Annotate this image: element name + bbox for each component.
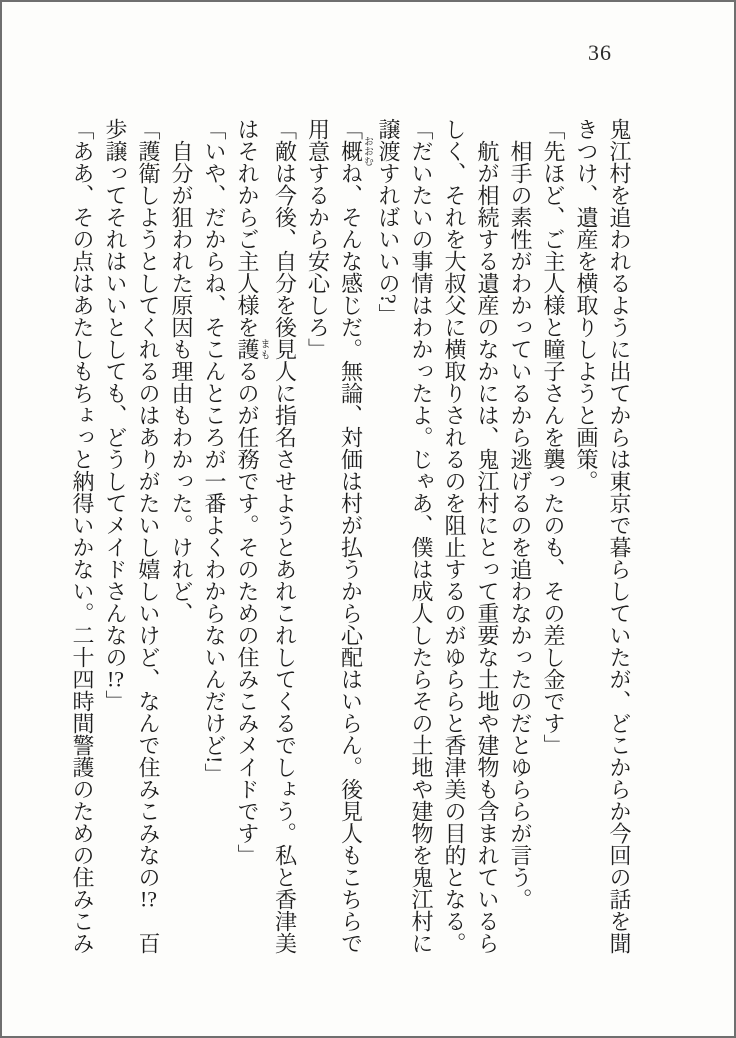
- text-line: 歩譲ってそれはいいとしても、どうしてメイドさんなの!?」: [103, 118, 128, 712]
- text-line: きつけ、遺産を横取りしようと画策。: [574, 118, 599, 492]
- text-line: 鬼江村を追われるように出てからは東京で暮らしていたが、どこからか今回の話を聞: [607, 118, 632, 954]
- ruby-annotated-kanji: 概おおむ: [338, 136, 373, 166]
- text-line: 「ああ、その点はあたしもちょっと納得いかない。二十四時間警護のための住みこみ: [70, 118, 95, 954]
- text-line: 「いや、だからね、そこんところが一番よくわからないんだけど!」: [202, 118, 227, 786]
- text-line: 相手の素性がわかっているから逃げるのを追わなかったのだとゆららが言う。: [508, 140, 533, 910]
- exclamation-question-mark: !?: [106, 668, 125, 690]
- text-line: 自分が狙われた原因も理由もわかった。けれど、: [169, 140, 194, 624]
- text-line: 「だいたいの事情はわかったよ。じゃあ、僕は成人したらその土地や建物を鬼江村に: [409, 118, 434, 954]
- text-line: 譲渡すればいいの?」: [376, 118, 401, 326]
- text-line: 航が相続する遺産のなかには、鬼江村にとって重要な土地や建物も含まれているら: [475, 140, 500, 954]
- vertical-text-block: [66, 118, 636, 958]
- text-line: 「護衛しようとしてくれるのはありがたいし嬉しいけど、なんで住みこみなの!? 百: [136, 118, 161, 954]
- text-line: しく、それを大叔父に横取りされるのを阻止するのがゆららと香津美の目的となる。: [442, 118, 467, 954]
- text-line: 「敵は今後、自分を後見人に指名させようとあれこれしてくるでしょう。私と香津美: [272, 118, 298, 954]
- page-number: 36: [588, 40, 612, 65]
- text-line: 「概おおむね、そんな感じだ。無論、対価は村が払うから心配はいらん。後見人もこちらで: [338, 118, 373, 954]
- text-line: 「先ほど、ご主人様と瞳子さんを襲ったのも、その差し金です」: [541, 118, 566, 756]
- text-line: はそれからご主人様を護まもるのが任務です。そのための住みこみメイドです」: [235, 118, 269, 866]
- text-line: 用意するから安心しろ」: [305, 118, 331, 360]
- exclamation-question-mark: !?: [139, 888, 158, 910]
- ruby-annotated-kanji: 護まも: [235, 338, 269, 360]
